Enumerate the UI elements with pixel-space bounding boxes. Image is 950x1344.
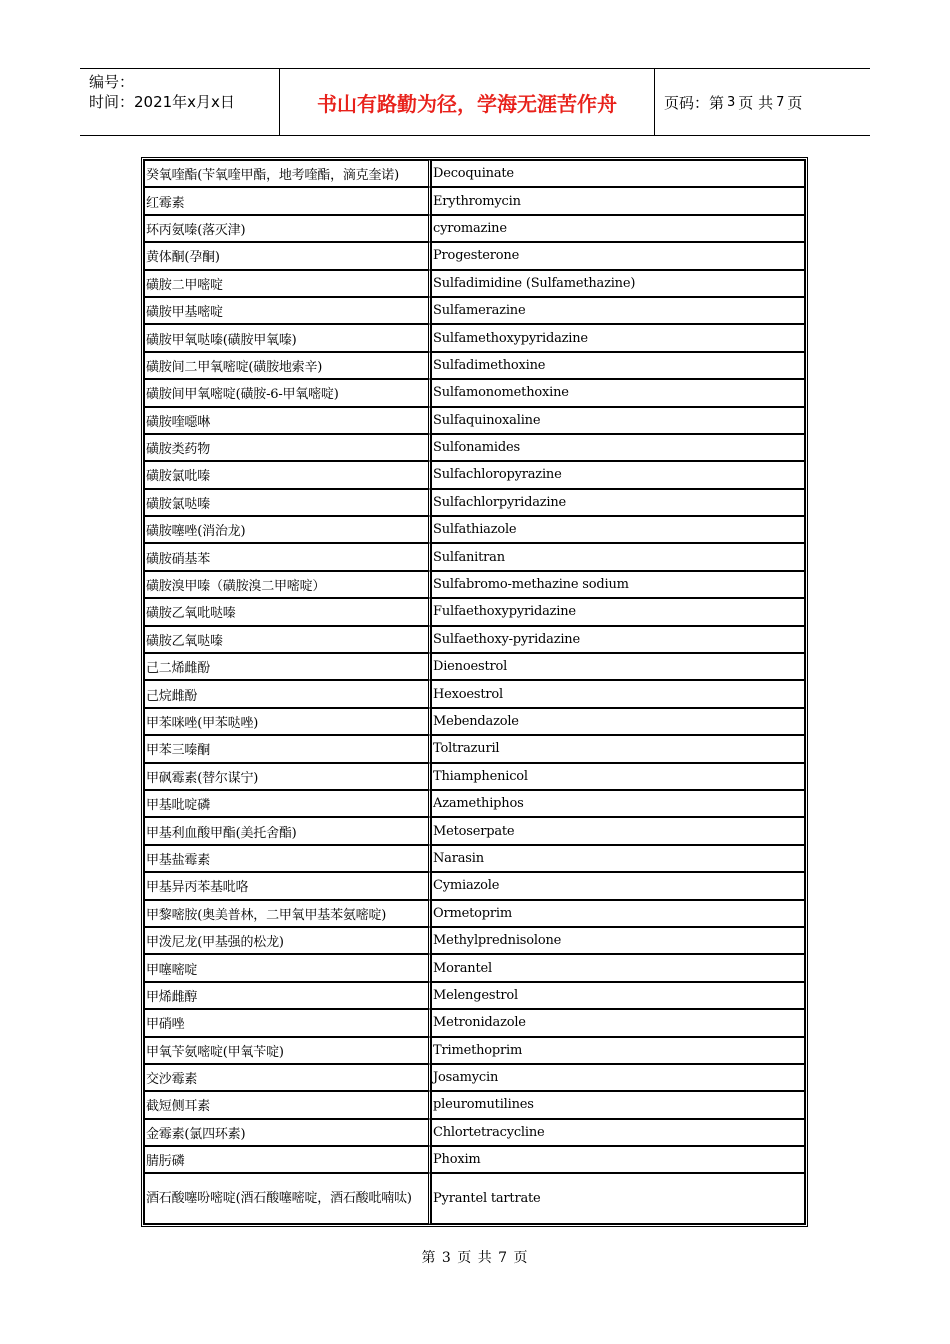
english-name-cell: Josamycin [431, 1064, 805, 1091]
chinese-name-cell: 磺胺溴甲嗪（磺胺溴二甲嘧啶） [144, 571, 431, 598]
table-row [144, 516, 805, 543]
english-name-cell: Sulfachloropyrazine [431, 461, 805, 488]
table-row [144, 982, 805, 1009]
chinese-name-cell: 甲硝唑 [144, 1009, 431, 1036]
chinese-name-cell: 金霉素(氯四环素) [144, 1119, 431, 1146]
chinese-name-cell: 磺胺类药物 [144, 434, 431, 461]
chinese-name-cell: 甲氧苄氨嘧啶(甲氧苄啶) [144, 1037, 431, 1064]
chinese-name-cell: 磺胺氯哒嗪 [144, 489, 431, 516]
english-name-cell: Methylprednisolone [431, 927, 805, 954]
table-row [144, 1064, 805, 1091]
english-name-cell: Ormetoprim [431, 900, 805, 927]
table-row [144, 160, 805, 187]
chinese-name-cell: 甲基异丙苯基吡咯 [144, 872, 431, 899]
chinese-name-cell: 磺胺乙氧哒嗪 [144, 626, 431, 653]
english-name-cell: Sulfaethoxy-pyridazine [431, 626, 805, 653]
header-page-info [655, 69, 870, 135]
chinese-name-cell: 腈肟磷 [144, 1146, 431, 1173]
english-name-cell: Morantel [431, 954, 805, 981]
chinese-name-cell: 磺胺二甲嘧啶 [144, 270, 431, 297]
table-row [144, 407, 805, 434]
english-name-cell: Metoserpate [431, 817, 805, 844]
table-row [144, 352, 805, 379]
chinese-name-cell: 甲苯咪唑(甲苯哒唑) [144, 708, 431, 735]
english-name-cell: cyromazine [431, 215, 805, 242]
page-prefix: 页码：第 [664, 93, 725, 112]
english-name-cell: Sulfaquinoxaline [431, 407, 805, 434]
table-row [144, 571, 805, 598]
table-row [144, 1119, 805, 1146]
chinese-name-cell: 黄体酮(孕酮) [144, 242, 431, 269]
table-row [144, 1009, 805, 1036]
table-row [144, 379, 805, 406]
english-name-cell: Thiamphenicol [431, 763, 805, 790]
chinese-name-cell: 己烷雌酚 [144, 680, 431, 707]
table-body [144, 160, 805, 1224]
english-name-cell: Sulfamerazine [431, 297, 805, 324]
chinese-name-cell: 磺胺间甲氧嘧啶(磺胺-6-甲氧嘧啶) [144, 379, 431, 406]
table-row [144, 324, 805, 351]
english-name-cell: Metronidazole [431, 1009, 805, 1036]
table-row [144, 817, 805, 844]
number-label: 编号： [89, 73, 135, 91]
english-name-cell: Melengestrol [431, 982, 805, 1009]
table-row [144, 735, 805, 762]
chinese-name-cell: 磺胺甲氧哒嗪(磺胺甲氧嗪) [144, 324, 431, 351]
english-name-cell: Sulfanitran [431, 543, 805, 570]
table-row [144, 270, 805, 297]
header-info [80, 69, 280, 135]
english-name-cell: Phoxim [431, 1146, 805, 1173]
table-row [144, 626, 805, 653]
table-row [144, 872, 805, 899]
table-row [144, 845, 805, 872]
english-name-cell: Chlortetracycline [431, 1119, 805, 1146]
english-name-cell: Decoquinate [431, 160, 805, 187]
table-row [144, 708, 805, 735]
chinese-name-cell: 酒石酸噻吩嘧啶(酒石酸噻嘧啶，酒石酸吡喃呔) [144, 1173, 431, 1224]
chinese-name-cell: 环丙氨嗪(落灭津) [144, 215, 431, 242]
table-row [144, 954, 805, 981]
table-row [144, 1173, 805, 1224]
table-row [144, 790, 805, 817]
table-row [144, 680, 805, 707]
english-name-cell: Progesterone [431, 242, 805, 269]
table-row [144, 297, 805, 324]
english-name-cell: Dienoestrol [431, 653, 805, 680]
table-row [144, 900, 805, 927]
chinese-name-cell: 甲砜霉素(替尔谋宁) [144, 763, 431, 790]
english-name-cell: Sulfadimidine (Sulfamethazine) [431, 270, 805, 297]
chinese-name-cell: 磺胺乙氧吡哒嗪 [144, 598, 431, 625]
chinese-name-cell: 甲基盐霉素 [144, 845, 431, 872]
english-name-cell: Toltrazuril [431, 735, 805, 762]
chinese-name-cell: 磺胺喹噁啉 [144, 407, 431, 434]
chinese-name-cell: 磺胺噻唑(消治龙) [144, 516, 431, 543]
page-suffix: 页 [787, 93, 803, 112]
chinese-name-cell: 磺胺硝基苯 [144, 543, 431, 570]
time-label: 时间：2021年x月x日 [89, 93, 235, 111]
english-name-cell: Mebendazole [431, 708, 805, 735]
table-row [144, 763, 805, 790]
english-name-cell: Erythromycin [431, 187, 805, 214]
chinese-name-cell: 磺胺甲基嘧啶 [144, 297, 431, 324]
english-name-cell: Sulfabromo-methazine sodium [431, 571, 805, 598]
table-row [144, 461, 805, 488]
english-name-cell: Sulfonamides [431, 434, 805, 461]
table-row [144, 187, 805, 214]
chinese-name-cell: 红霉素 [144, 187, 431, 214]
chinese-name-cell: 甲泼尼龙(甲基强的松龙) [144, 927, 431, 954]
chinese-name-cell: 交沙霉素 [144, 1064, 431, 1091]
english-name-cell: pleuromutilines [431, 1091, 805, 1118]
table-row [144, 1091, 805, 1118]
chinese-name-cell: 甲噻嘧啶 [144, 954, 431, 981]
chinese-name-cell: 癸氧喹酯(苄氧喹甲酯，地考喹酯，滴克奎诺) [144, 160, 431, 187]
page-header [80, 68, 870, 136]
chinese-name-cell: 甲苯三嗪酮 [144, 735, 431, 762]
english-name-cell: Narasin [431, 845, 805, 872]
english-name-cell: Hexoestrol [431, 680, 805, 707]
table-row [144, 598, 805, 625]
table-row [144, 434, 805, 461]
english-name-cell: Sulfachlorpyridazine [431, 489, 805, 516]
chinese-name-cell: 甲基吡啶磷 [144, 790, 431, 817]
table-row [144, 242, 805, 269]
english-name-cell: Pyrantel tartrate [431, 1173, 805, 1224]
page-current: 3 [727, 94, 736, 110]
chinese-name-cell: 磺胺间二甲氧嘧啶(磺胺地索辛) [144, 352, 431, 379]
english-name-cell: Sulfamethoxypyridazine [431, 324, 805, 351]
table-row [144, 653, 805, 680]
english-name-cell: Cymiazole [431, 872, 805, 899]
chinese-name-cell: 甲基利血酸甲酯(美托舍酯) [144, 817, 431, 844]
page-total: 7 [776, 94, 785, 110]
english-name-cell: Sulfamonomethoxine [431, 379, 805, 406]
page-mid: 页 共 [738, 93, 774, 112]
english-name-cell: Trimethoprim [431, 1037, 805, 1064]
table-row [144, 1037, 805, 1064]
chinese-name-cell: 甲烯雌醇 [144, 982, 431, 1009]
english-name-cell: Azamethiphos [431, 790, 805, 817]
table-row [144, 489, 805, 516]
table-row [144, 927, 805, 954]
chinese-name-cell: 甲黎嘧胺(奥美普林，二甲氧甲基苯氨嘧啶) [144, 900, 431, 927]
table-row [144, 543, 805, 570]
page-footer: 第 3 页 共 7 页 [421, 1250, 529, 1266]
chinese-name-cell: 截短侧耳素 [144, 1091, 431, 1118]
english-name-cell: Fulfaethoxypyridazine [431, 598, 805, 625]
drug-name-table [141, 157, 808, 1227]
english-name-cell: Sulfathiazole [431, 516, 805, 543]
chinese-name-cell: 己二烯雌酚 [144, 653, 431, 680]
table-row [144, 215, 805, 242]
table-row [144, 1146, 805, 1173]
chinese-name-cell: 磺胺氯吡嗪 [144, 461, 431, 488]
english-name-cell: Sulfadimethoxine [431, 352, 805, 379]
header-motto: 书山有路勤为径，学海无涯苦作舟 [280, 69, 655, 135]
